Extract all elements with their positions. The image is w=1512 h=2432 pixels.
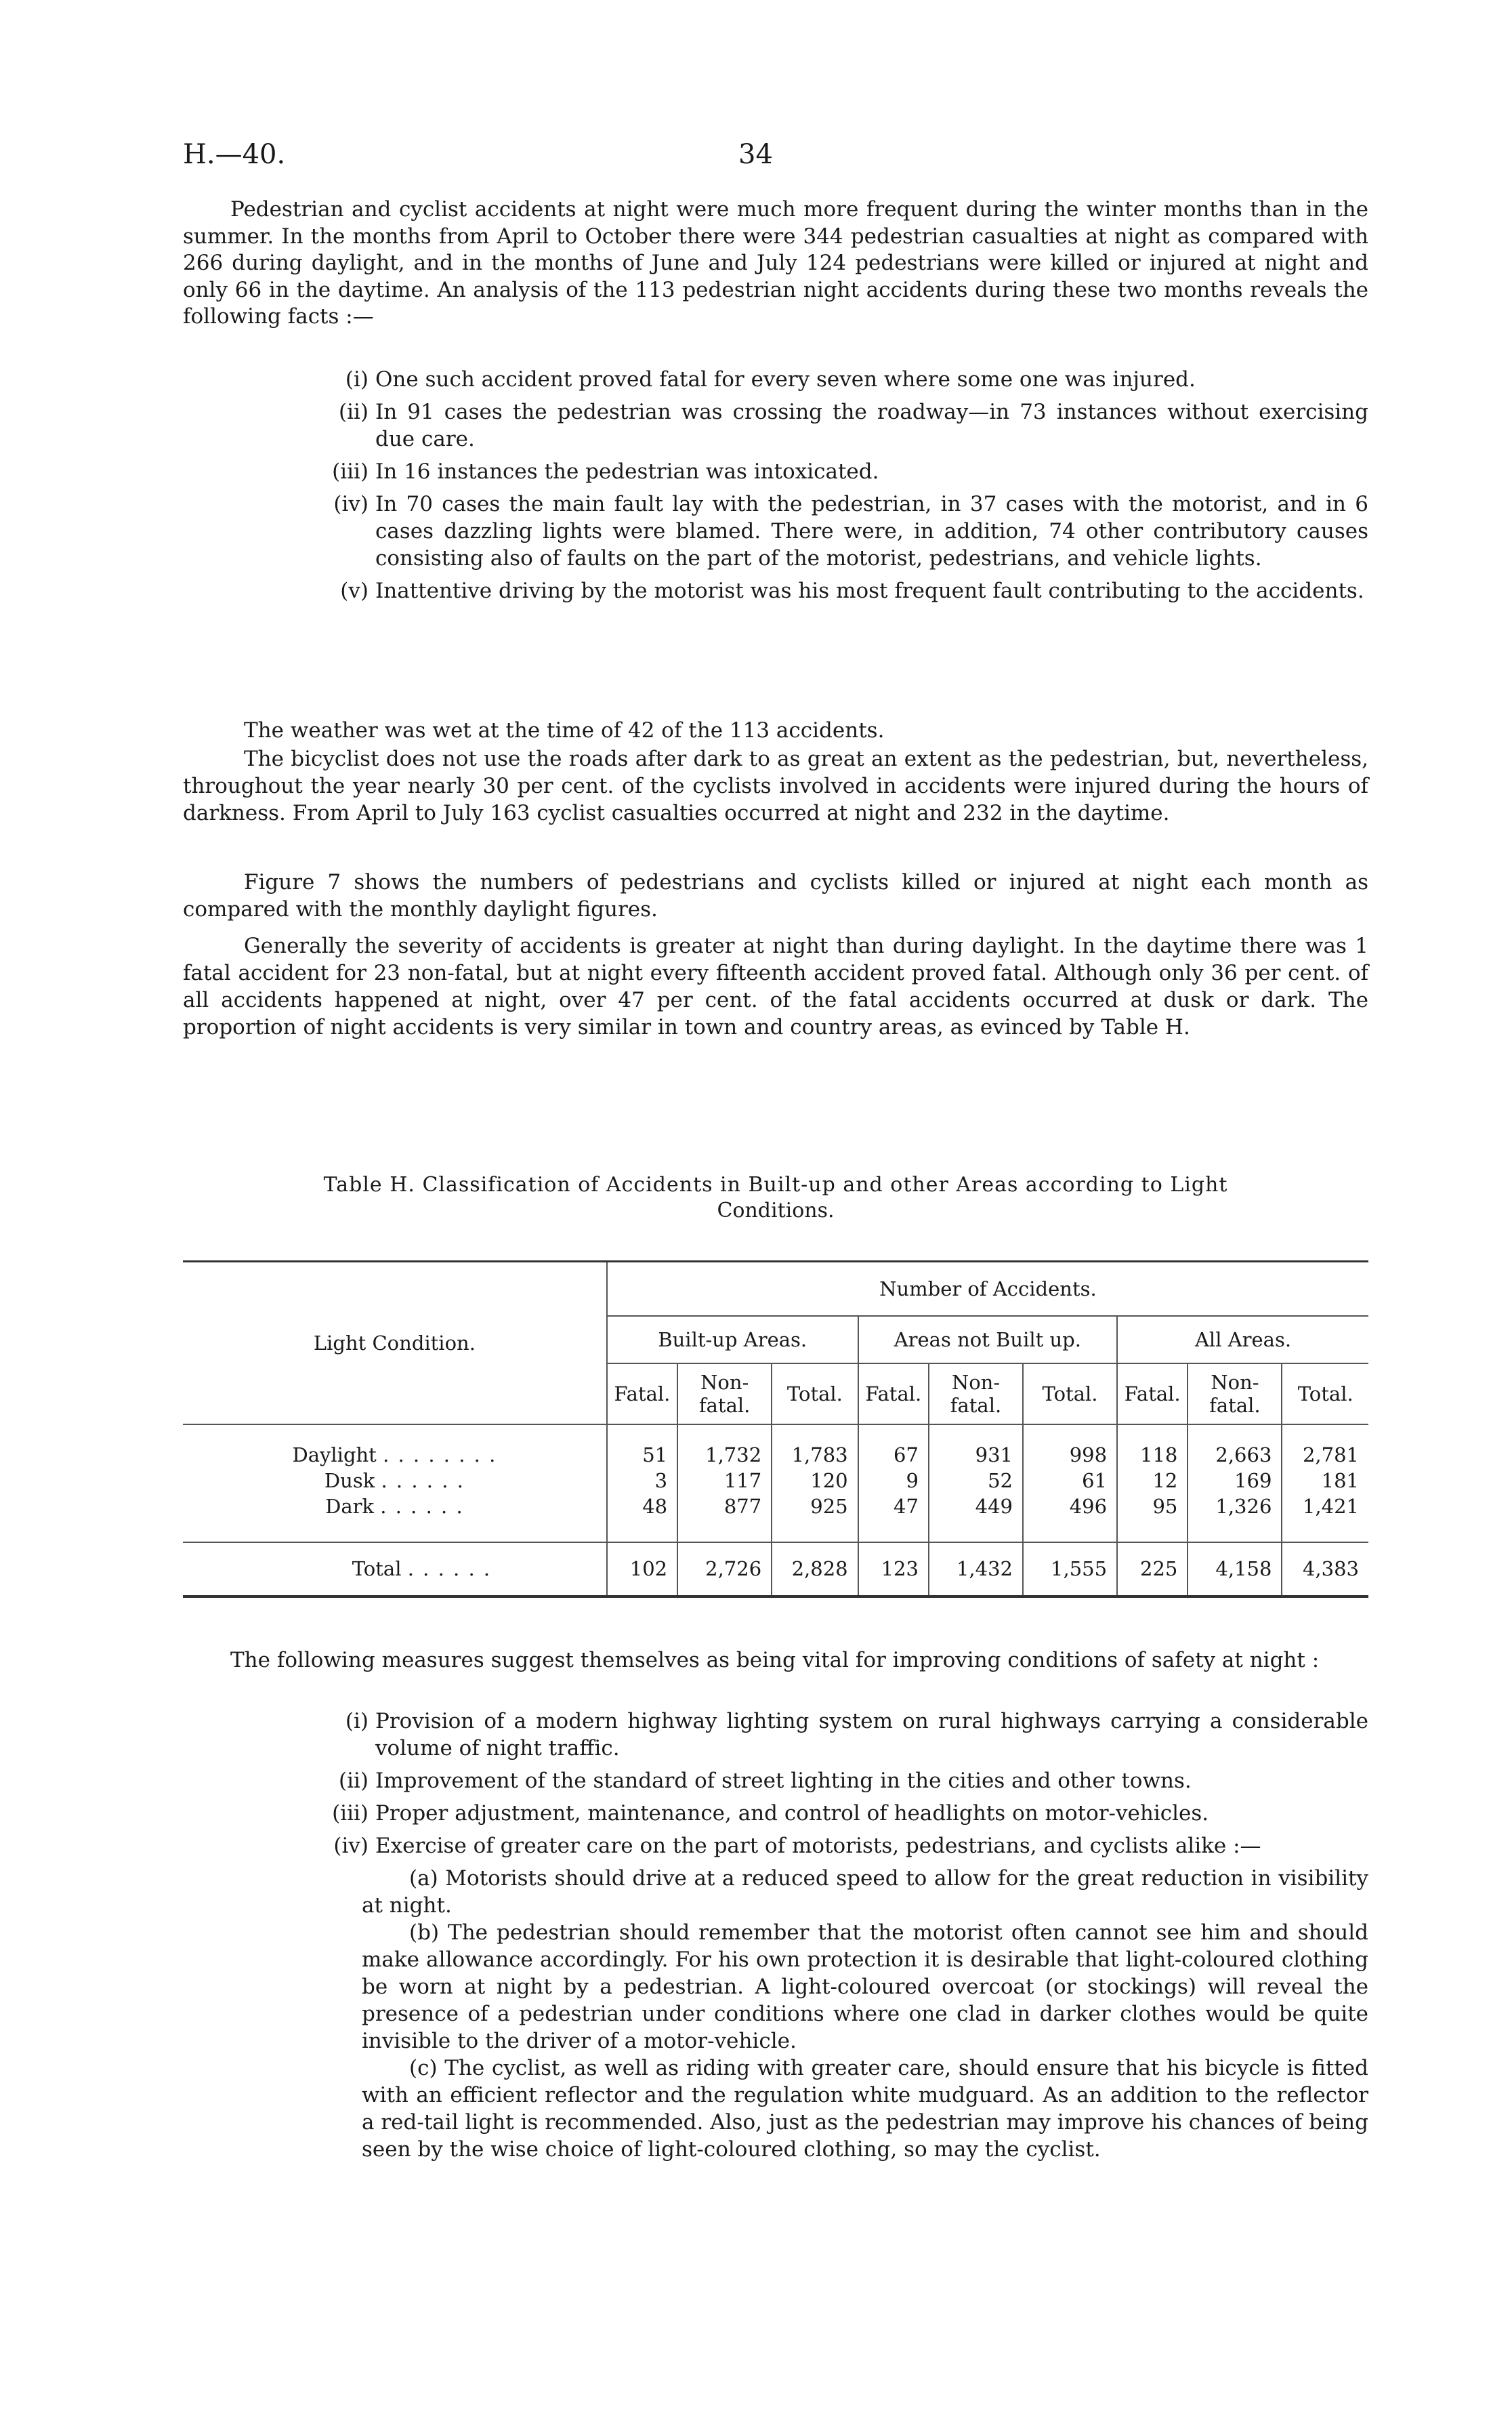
table-cell: 2,726: [677, 1542, 772, 1596]
paragraph-figure-7: Figure 7 shows the numbers of pedestrians and cyclists killed or injured at night each month as compared with the monthly daylight figures.: [183, 870, 1368, 922]
row-label-cell: [183, 1493, 607, 1519]
paragraph-bicyclist: The bicyclist does not use the roads after dark to as great an extent as the pedestrian, but, nevertheless, throughout the year nearly 30 per cent. of the cyclists involved in accidents were injured during the hours of darkness. From April to July 163 cyclist casualties occurred at night and 232 in the daytime.: [183, 747, 1368, 825]
list-item-text: In 16 instances the pedestrian was intoxicated.: [375, 459, 879, 484]
table-cell: 123: [858, 1542, 929, 1596]
table-title-line: Table H. Classification of Accidents in Built-up and other Areas according to Light: [323, 1173, 1228, 1197]
table-cell: 1,783: [772, 1442, 858, 1468]
column-header-light-condition: Light Condition.: [183, 1262, 607, 1424]
measures-intro: The following measures suggest themselves as being vital for improving conditions of safety at night :: [230, 1648, 1320, 1672]
list-item-number: (iii): [332, 459, 369, 484]
table-cell: 117: [677, 1468, 772, 1493]
subheader: Total.: [772, 1363, 858, 1424]
list-item-text: Proper adjustment, maintenance, and control of headlights on motor-vehicles.: [375, 1801, 1209, 1826]
list-item: [183, 491, 1368, 572]
list-item-number: (ii): [338, 1769, 369, 1793]
table-total-row: [183, 1542, 1368, 1596]
list-item-text: Exercise of greater care on the part of motorists, pedestrians, and cyclists alike :—: [375, 1834, 1261, 1858]
table-row: [183, 1442, 1368, 1468]
list-item-text: Inattentive driving by the motorist was his most frequent fault contributing to the accidents.: [375, 579, 1364, 603]
list-item: [183, 577, 1368, 604]
subheader: Non-fatal.: [929, 1363, 1023, 1424]
table-cell: 496: [1023, 1493, 1117, 1519]
list-item-text: Improvement of the standard of street lighting in the cities and other towns.: [375, 1769, 1192, 1793]
table-cell: 2,663: [1188, 1442, 1282, 1468]
measures-list: [183, 1708, 1368, 2163]
table-cell: 67: [858, 1442, 929, 1468]
table-cell: 48: [607, 1493, 677, 1519]
document-reference: H.—40.: [183, 139, 286, 170]
subheader: Fatal.: [1117, 1363, 1188, 1424]
list-item-text: In 91 cases the pedestrian was crossing the roadway—in 73 instances without exercising due care.: [375, 400, 1368, 451]
table-cell: 12: [1117, 1468, 1188, 1493]
row-label: Daylight: [292, 1443, 377, 1466]
list-item-number: (i): [345, 1709, 369, 1733]
leader-dots: . . . . . .: [381, 1468, 465, 1492]
leader-dots: . . . . . . . .: [383, 1443, 497, 1466]
sub-measure-a: (a) Motorists should drive at a reduced speed to allow for the great reduction in visibility at night.: [362, 1866, 1368, 1918]
list-item-number: (iv): [333, 1834, 369, 1858]
table-cell: 1,421: [1282, 1493, 1368, 1519]
group-header: Built-up Areas.: [607, 1316, 858, 1363]
table-cell: 1,432: [929, 1542, 1023, 1596]
subheader: Non-fatal.: [677, 1363, 772, 1424]
page-number: 34: [738, 139, 773, 170]
list-item: [183, 1767, 1368, 1794]
sub-measures: [183, 1865, 1368, 2163]
table-row: [183, 1493, 1368, 1519]
list-item-text: One such accident proved fatal for every seven where some one was injured.: [375, 367, 1196, 392]
table-title: [183, 1172, 1368, 1224]
list-item: [183, 1800, 1368, 1827]
table-cell: 998: [1023, 1442, 1117, 1468]
row-label: Dusk: [324, 1468, 375, 1492]
table-cell: 2,781: [1282, 1442, 1368, 1468]
table-cell: 4,158: [1188, 1542, 1282, 1596]
table-cell: 169: [1188, 1468, 1282, 1493]
table-cell: 1,326: [1188, 1493, 1282, 1519]
list-item: [183, 366, 1368, 393]
table-row: [183, 1468, 1368, 1493]
intro-paragraph: Pedestrian and cyclist accidents at night were much more frequent during the winter months than in the summer. In the months from April to October there were 344 pedestrian casualties at night as compared with 266 during daylight, and in the months of June and July 124 pedestrians were killed or injured at night and only 66 in the daytime. An analysis of the 113 pedestrian night accidents during these two months reveals the following facts :—: [183, 197, 1368, 329]
table-cell: 449: [929, 1493, 1023, 1519]
subheader: Fatal.: [858, 1363, 929, 1424]
table-cell: 1,555: [1023, 1542, 1117, 1596]
list-item-text: In 70 cases the main fault lay with the pedestrian, in 37 cases with the motorist, and in 6 cases dazzling lights were blamed. There were, in addition, 74 other contributory causes consisting also of faults on the part of the motorist, pedestrians, and vehicle lights.: [375, 492, 1368, 571]
list-item-number: (iv): [333, 492, 369, 516]
table-cell: 2,828: [772, 1542, 858, 1596]
table-cell: 120: [772, 1468, 858, 1493]
sub-measure-b: (b) The pedestrian should remember that the motorist often cannot see him and should make allowance accordingly. For his own protection it is desirable that light-coloured clothing be worn at night by a pedestrian. A light-coloured overcoat (or stockings) will reveal the presence of a pedestrian under conditions where one clad in darker clothes would be quite invisible to the driver of a motor-vehicle.: [362, 1920, 1368, 2053]
list-item: [183, 1708, 1368, 1762]
list-item-number: (iii): [332, 1801, 369, 1826]
row-label-cell: [183, 1468, 607, 1493]
group-header: Areas not Built up.: [858, 1316, 1117, 1363]
table-cell: 47: [858, 1493, 929, 1519]
row-label: Dark: [325, 1494, 375, 1518]
table-cell: 51: [607, 1442, 677, 1468]
leader-dots: . . . . . .: [380, 1494, 464, 1518]
table-cell: 4,383: [1282, 1542, 1368, 1596]
leader-dots: . . . . . .: [407, 1557, 492, 1580]
table-cell: 118: [1117, 1442, 1188, 1468]
list-item-number: (v): [340, 579, 369, 603]
subheader: Fatal.: [607, 1363, 677, 1424]
table-cell: 1,732: [677, 1442, 772, 1468]
group-header: All Areas.: [1117, 1316, 1368, 1363]
table-cell: 9: [858, 1468, 929, 1493]
table-cell: 95: [1117, 1493, 1188, 1519]
table-cell: 102: [607, 1542, 677, 1596]
table-cell: 3: [607, 1468, 677, 1493]
table-cell: 52: [929, 1468, 1023, 1493]
row-label: Total: [352, 1557, 402, 1580]
paragraph-weather: The weather was wet at the time of 42 of the 113 accidents.: [244, 718, 885, 743]
list-item-text: Provision of a modern highway lighting system on rural highways carrying a considerable volume of night traffic.: [375, 1709, 1368, 1760]
table-cell: 925: [772, 1493, 858, 1519]
table-cell: 225: [1117, 1542, 1188, 1596]
row-label-cell: [183, 1542, 607, 1596]
subheader: Total.: [1282, 1363, 1368, 1424]
table-title-line: Conditions.: [717, 1199, 835, 1222]
pedestrian-facts-list: [183, 366, 1368, 610]
list-item: [183, 458, 1368, 485]
table-cell: 181: [1282, 1468, 1368, 1493]
subheader: Non-fatal.: [1188, 1363, 1282, 1424]
list-item: [183, 398, 1368, 453]
sub-measure-c: (c) The cyclist, as well as riding with greater care, should ensure that his bicycle is fitted with an efficient reflector and the regulation white mudguard. As an addition to the reflector a red-tail light is recommended. Also, just as the pedestrian may improve his chances of being seen by the wise choice of light-coloured clothing, so may the cyclist.: [362, 2056, 1368, 2162]
table-cell: 931: [929, 1442, 1023, 1468]
table-cell: 877: [677, 1493, 772, 1519]
accidents-table: [183, 1260, 1368, 1598]
list-item-number: (i): [345, 367, 369, 392]
column-header-number: Number of Accidents.: [607, 1262, 1368, 1316]
table-cell: 61: [1023, 1468, 1117, 1493]
list-item: [183, 1832, 1368, 1859]
list-item-number: (ii): [338, 400, 369, 424]
row-label-cell: [183, 1442, 607, 1468]
paragraph-severity: Generally the severity of accidents is greater at night than during daylight. In the daytime there was 1 fatal accident for 23 non-fatal, but at night every fifteenth accident proved fatal. Although only 36 per cent. of all accidents happened at night, over 47 per cent. of the fatal accidents occurred at dusk or dark. The proportion of night accidents is very similar in town and country areas, as evinced by Table H.: [183, 934, 1368, 1039]
subheader: Total.: [1023, 1363, 1117, 1424]
